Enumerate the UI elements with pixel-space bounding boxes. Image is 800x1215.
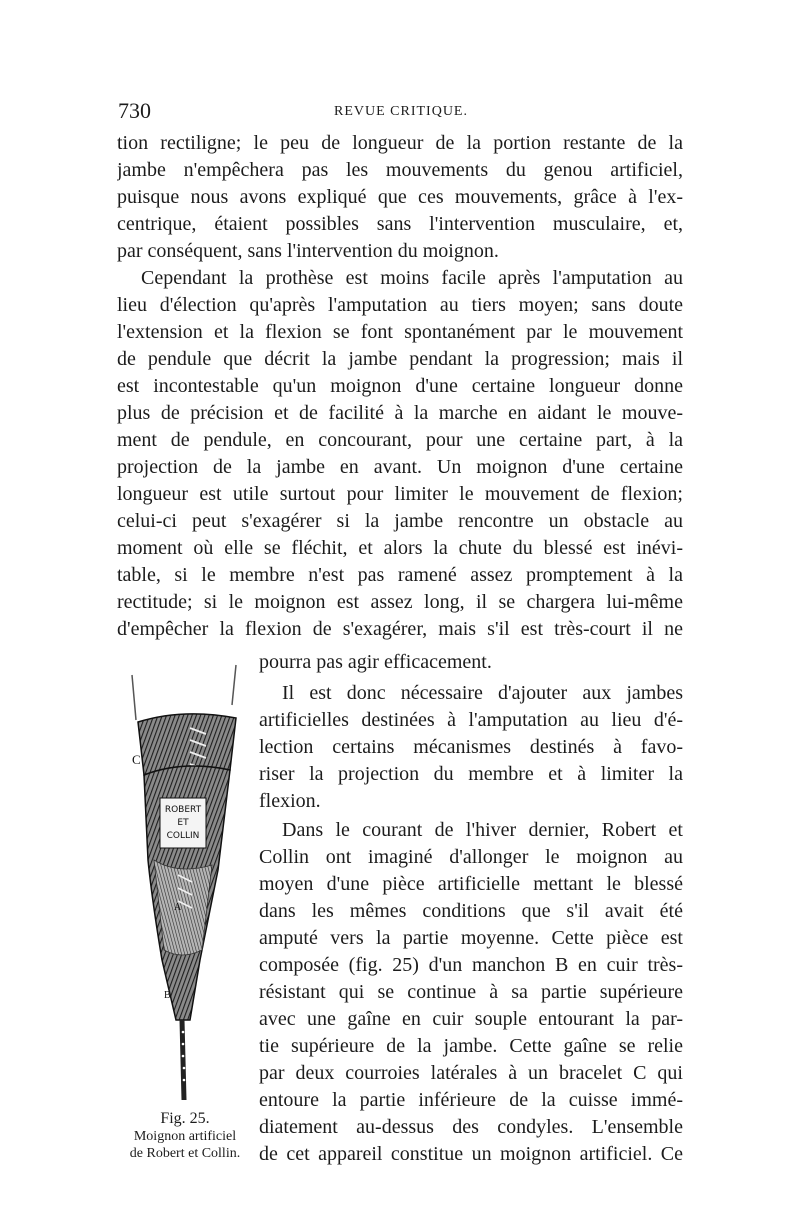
text-line: avec une gaîne en cuir souple entourant la par- (259, 1008, 683, 1030)
text-line: rectitude; si le moignon est assez long, il se chargera lui-même (117, 591, 683, 613)
text-line: l'extension et la flexion se font spontanément par le mouvement (117, 321, 683, 343)
figure-caption-number: Fig. 25. (160, 1110, 210, 1127)
text-line: lieu d'élection qu'après l'amputation au tiers moyen; sans doute (117, 294, 683, 316)
text-line: riser la projection du membre et à limiter la (259, 763, 683, 785)
figure-caption-line1: Moignon artificiel (133, 1129, 237, 1144)
text-line: diatement au-dessus des condyles. L'ensemble (259, 1116, 683, 1138)
text-line: lection certains mécanismes destinés à favo- (259, 736, 683, 758)
text-line: entoure la partie inférieure de la cuisse immé- (259, 1089, 683, 1111)
figure-caption-line2: de Robert et Collin. (129, 1146, 241, 1161)
text-line: tion rectiligne; le peu de longueur de la portion restante de la (117, 132, 683, 154)
text-line: centrique, étaient possibles sans l'intervention musculaire, et, (117, 213, 683, 235)
engraving-et: ET (177, 818, 189, 828)
page-header (118, 98, 684, 128)
text-line: est incontestable qu'un moignon d'une certaine longueur donne (117, 375, 683, 397)
artificial-stump-illustration (118, 660, 248, 1105)
engraving-robert: ROBERT (164, 805, 202, 815)
text-line: dans les mêmes conditions que s'il avait été (259, 900, 683, 922)
text-line: de pendule que décrit la jambe pendant la progression; mais il (117, 348, 683, 370)
text-line: jambe n'empêchera pas les mouvements du genou artificiel, (117, 159, 683, 181)
text-line: Il est donc nécessaire d'ajouter aux jambes (282, 682, 683, 704)
text-line: artificielles destinées à l'amputation au lieu d'é- (259, 709, 683, 731)
text-line: Dans le courant de l'hiver dernier, Robert et (282, 819, 683, 841)
text-line: projection de la jambe en avant. Un moignon d'une certaine (117, 456, 683, 478)
text-line: flexion. (259, 790, 321, 812)
page-number: 730 (118, 98, 151, 123)
text-line: par deux courroies latérales à un bracelet C qui (259, 1062, 683, 1084)
engraving-collin: COLLIN (166, 831, 200, 841)
text-line: tie supérieure de la jambe. Cette gaîne se relie (259, 1035, 683, 1057)
text-line: table, si le membre n'est pas ramené assez promptement à la (117, 564, 683, 586)
text-line: composée (fig. 25) d'un manchon B en cuir très- (259, 954, 683, 976)
running-title: REVUE CRITIQUE. (334, 104, 468, 119)
text-line: celui-ci peut s'exagérer si la jambe rencontre un obstacle au (117, 510, 683, 532)
text-line: moment où elle se fléchit, et alors la chute du blessé est inévi- (117, 537, 683, 559)
figure-letter-b: B (164, 990, 171, 1001)
text-line: Cependant la prothèse est moins facile après l'amputation au (141, 267, 683, 289)
text-line: ment de pendule, en concourant, pour une certaine part, à la (117, 429, 683, 451)
text-line: pourra pas agir efficacement. (259, 651, 492, 673)
text-line: d'empêcher la flexion de s'exagérer, mais s'il est très-court il ne (117, 618, 683, 640)
text-line: résistant qui se continue à sa partie supérieure (259, 981, 683, 1003)
text-line: Collin ont imaginé d'allonger le moignon au (259, 846, 683, 868)
figure-letter-c: C (132, 752, 141, 767)
text-line: de cet appareil constitue un moignon artificiel. Ce (259, 1143, 683, 1165)
text-line: longueur est utile surtout pour limiter le mouvement de flexion; (117, 483, 683, 505)
text-line: puisque nous avons expliqué que ces mouvements, grâce à l'ex- (117, 186, 683, 208)
text-line: plus de précision et de facilité à la marche en aidant le mouve- (117, 402, 683, 424)
text-line: moyen d'une pièce artificielle mettant le blessé (259, 873, 683, 895)
text-line: par conséquent, sans l'intervention du moignon. (117, 240, 499, 262)
text-line: amputé vers la partie moyenne. Cette pièce est (259, 927, 683, 949)
figure-letter-a: A (174, 902, 182, 913)
